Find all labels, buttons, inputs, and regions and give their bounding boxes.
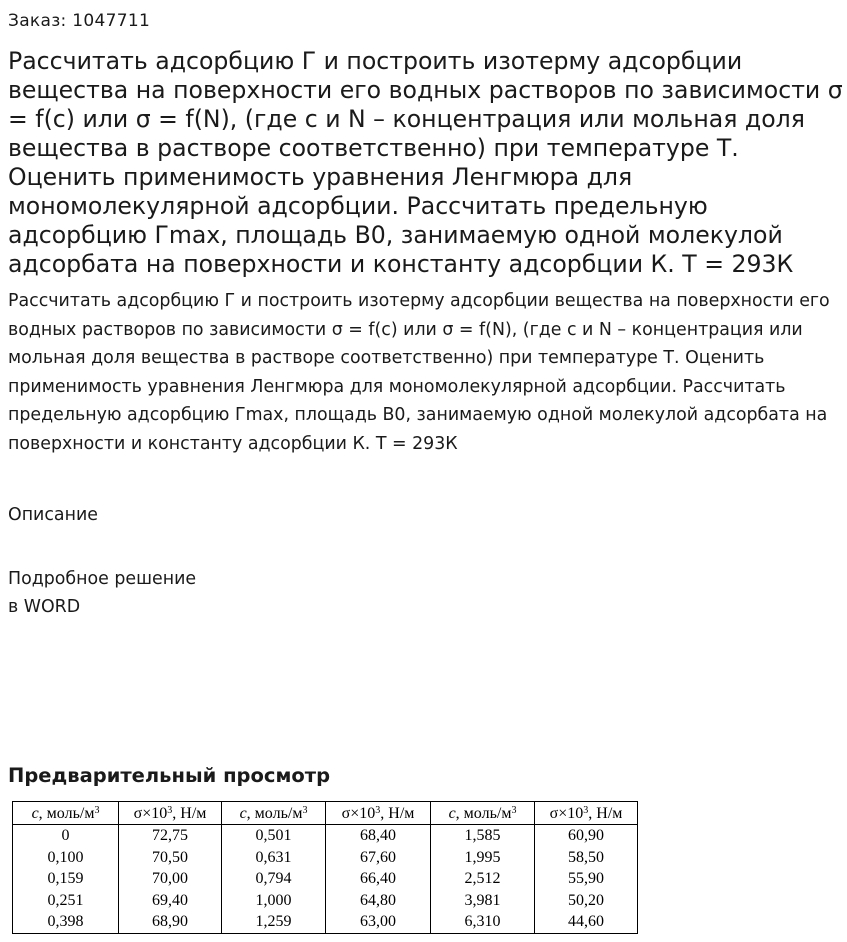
- table-cell: 0,501: [222, 825, 326, 847]
- table-cell: 1,585: [431, 825, 535, 847]
- solution-line-1: Подробное решение: [8, 569, 197, 589]
- table-header-row: [13, 802, 638, 825]
- table-cell: 44,60: [535, 911, 638, 933]
- table-cell: 2,512: [431, 868, 535, 890]
- column-header: c, моль/$м^3$: [13, 802, 119, 825]
- column-header: c, моль/$м^3$: [222, 802, 326, 825]
- table-cell: 0,398: [13, 911, 119, 933]
- table-cell: 1,995: [431, 847, 535, 869]
- table-cell: 64,80: [326, 890, 431, 912]
- table-cell: 68,40: [326, 825, 431, 847]
- table-cell: 72,75: [119, 825, 222, 847]
- table-cell: 6,310: [431, 911, 535, 933]
- column-header: $\sigma\times 10^3$, Н/м: [119, 802, 222, 825]
- order-number: Заказ: 1047711: [8, 11, 151, 31]
- table-cell: 0,251: [13, 890, 119, 912]
- table-row: [13, 825, 638, 847]
- table-cell: 0,631: [222, 847, 326, 869]
- column-header: c, моль/$м^3$: [431, 802, 535, 825]
- table-row: [13, 868, 638, 890]
- column-header: $\sigma\times 10^3$, Н/м: [326, 802, 431, 825]
- table-cell: 66,40: [326, 868, 431, 890]
- description-heading: Описание: [8, 505, 98, 525]
- table-row: [13, 890, 638, 912]
- table-cell: 63,00: [326, 911, 431, 933]
- table-cell: 70,50: [119, 847, 222, 869]
- table-cell: 1,259: [222, 911, 326, 933]
- page-title: Рассчитать адсорбцию Г и построить изотерму адсорбции вещества на поверхности его водных растворов по зависимости σ = f(c) или σ = f(N), (где c и N – концентрация или мольная доля вещества в растворе соответственно) при температуре Т. Оценить применимость уравнения Ленгмюра для мономолекулярной адсорбции. Рассчитать предельную адсорбцию Гmax, площадь В0, занимаемую одной молекулой адсорбата на поверхности и константу адсорбции К. Т = 293К: [8, 47, 843, 278]
- preview-heading: Предварительный просмотр: [8, 764, 331, 787]
- table-row: [13, 847, 638, 869]
- table-row: [13, 911, 638, 933]
- table-cell: 1,000: [222, 890, 326, 912]
- table-cell: 50,20: [535, 890, 638, 912]
- table-cell: 3,981: [431, 890, 535, 912]
- table-cell: 0: [13, 825, 119, 847]
- task-description: Рассчитать адсорбцию Г и построить изотерму адсорбции вещества на поверхности его водных растворов по зависимости σ = f(c) или σ = f(N), (где c и N – концентрация или мольная доля вещества в растворе соответственно) при температуре Т. Оценить применимость уравнения Ленгмюра для мономолекулярной адсорбции. Рассчитать предельную адсорбцию Гmax, площадь В0, занимаемую одной молекулой адсорбата на поверхности и константу адсорбции К. Т = 293К: [8, 291, 830, 454]
- solution-note: [8, 565, 196, 621]
- table-cell: 0,159: [13, 868, 119, 890]
- table-cell: 0,100: [13, 847, 119, 869]
- solution-line-2: в WORD: [8, 597, 81, 617]
- preview-data-table: [12, 801, 638, 934]
- table-cell: 0,794: [222, 868, 326, 890]
- table-cell: 60,90: [535, 825, 638, 847]
- table-cell: 58,50: [535, 847, 638, 869]
- table-cell: 68,90: [119, 911, 222, 933]
- table-cell: 55,90: [535, 868, 638, 890]
- table-cell: 70,00: [119, 868, 222, 890]
- table-cell: 69,40: [119, 890, 222, 912]
- column-header: $\sigma\times 10^3$, Н/м: [535, 802, 638, 825]
- table-cell: 67,60: [326, 847, 431, 869]
